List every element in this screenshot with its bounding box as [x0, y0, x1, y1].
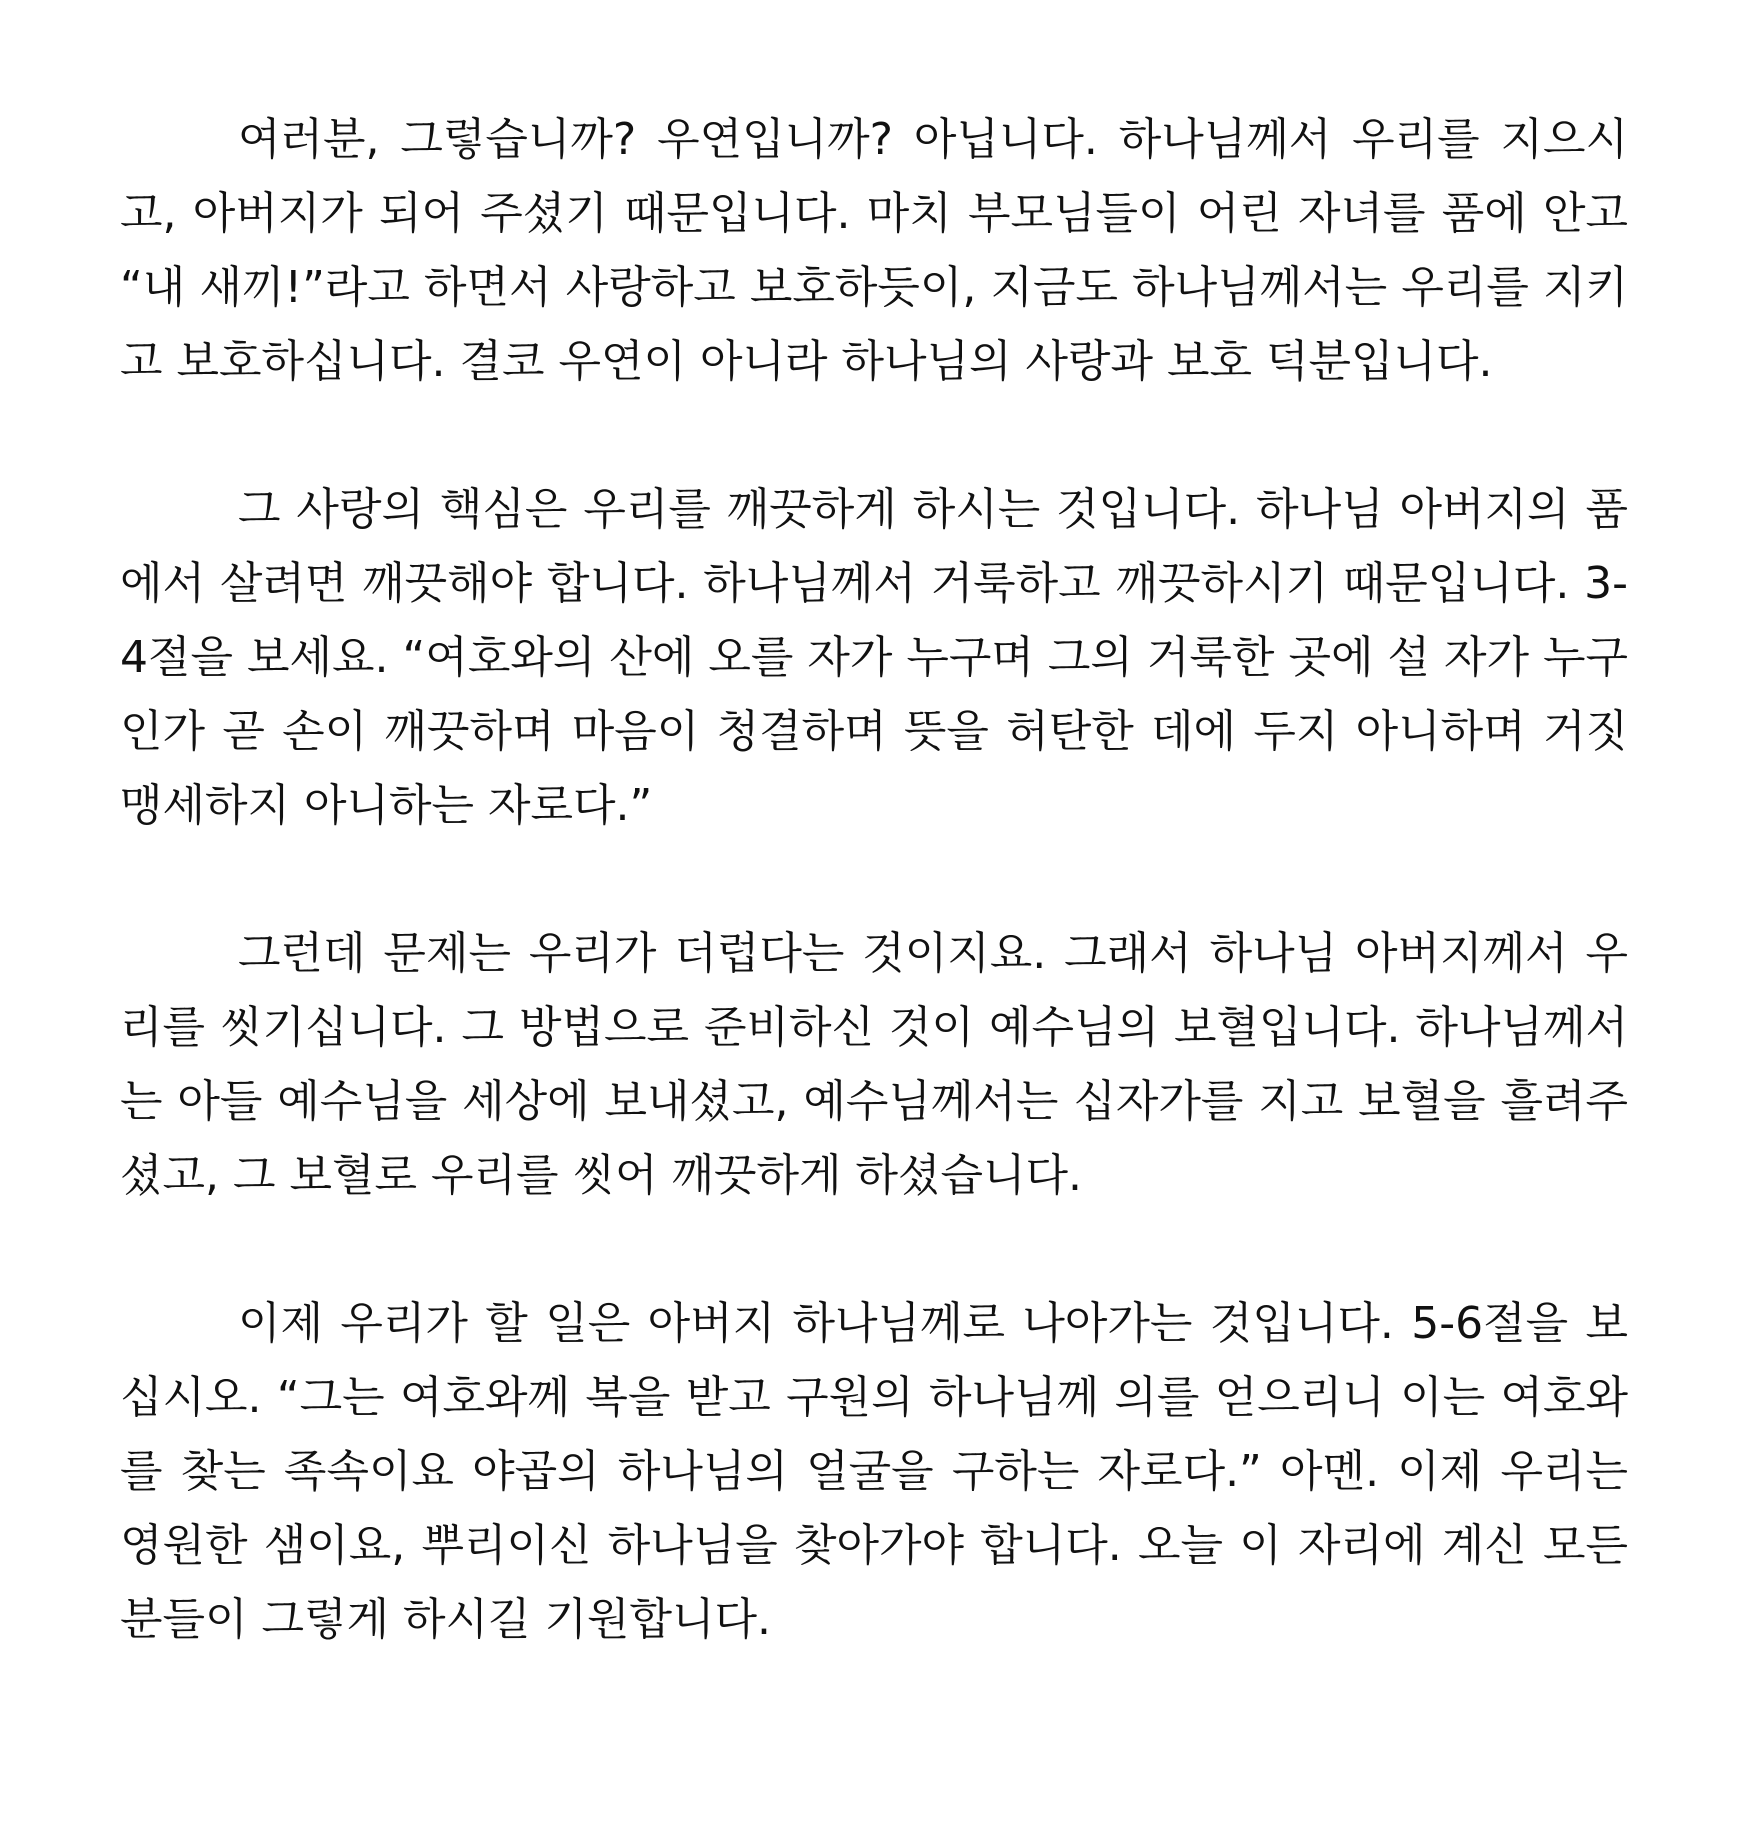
paragraph-2: 그 사랑의 핵심은 우리를 깨끗하게 하시는 것입니다. 하나님 아버지의 품에서 살려면 깨끗해야 합니다. 하나님께서 거룩하고 깨끗하시기 때문입니다. 3-4절을 보세요. “여호와의 산에 오를 자가 누구며 그의 거룩한 곳에 설 자가 누구인가 곧 손이 깨끗하며 마음이 청결하며 뜻을 허탄한 데에 두지 아니하며 거짓 맹세하지 아니하는 자로다.”	[120, 484, 1628, 831]
sermon-text-body	[120, 103, 1628, 1657]
paragraph-4: 이제 우리가 할 일은 아버지 하나님께로 나아가는 것입니다. 5-6절을 보십시오. “그는 여호와께 복을 받고 구원의 하나님께 의를 얻으리니 이는 여호와를 찾는 족속이요 야곱의 하나님의 얼굴을 구하는 자로다.” 아멘. 이제 우리는 영원한 샘이요, 뿌리이신 하나님을 찾아가야 합니다. 오늘 이 자리에 계신 모든 분들이 그렇게 하시길 기원합니다.	[120, 1298, 1628, 1645]
paragraph-3: 그런데 문제는 우리가 더럽다는 것이지요. 그래서 하나님 아버지께서 우리를 씻기십니다. 그 방법으로 준비하신 것이 예수님의 보혈입니다. 하나님께서는 아들 예수님을 세상에 보내셨고, 예수님께서는 십자가를 지고 보혈을 흘려주셨고, 그 보혈로 우리를 씻어 깨끗하게 하셨습니다.	[120, 928, 1628, 1201]
paragraph-1: 여러분, 그렇습니까? 우연입니까? 아닙니다. 하나님께서 우리를 지으시고, 아버지가 되어 주셨기 때문입니다. 마치 부모님들이 어린 자녀를 품에 안고 “내 새끼!”라고 하면서 사랑하고 보호하듯이, 지금도 하나님께서는 우리를 지키고 보호하십니다. 결코 우연이 아니라 하나님의 사랑과 보호 덕분입니다.	[120, 114, 1628, 387]
